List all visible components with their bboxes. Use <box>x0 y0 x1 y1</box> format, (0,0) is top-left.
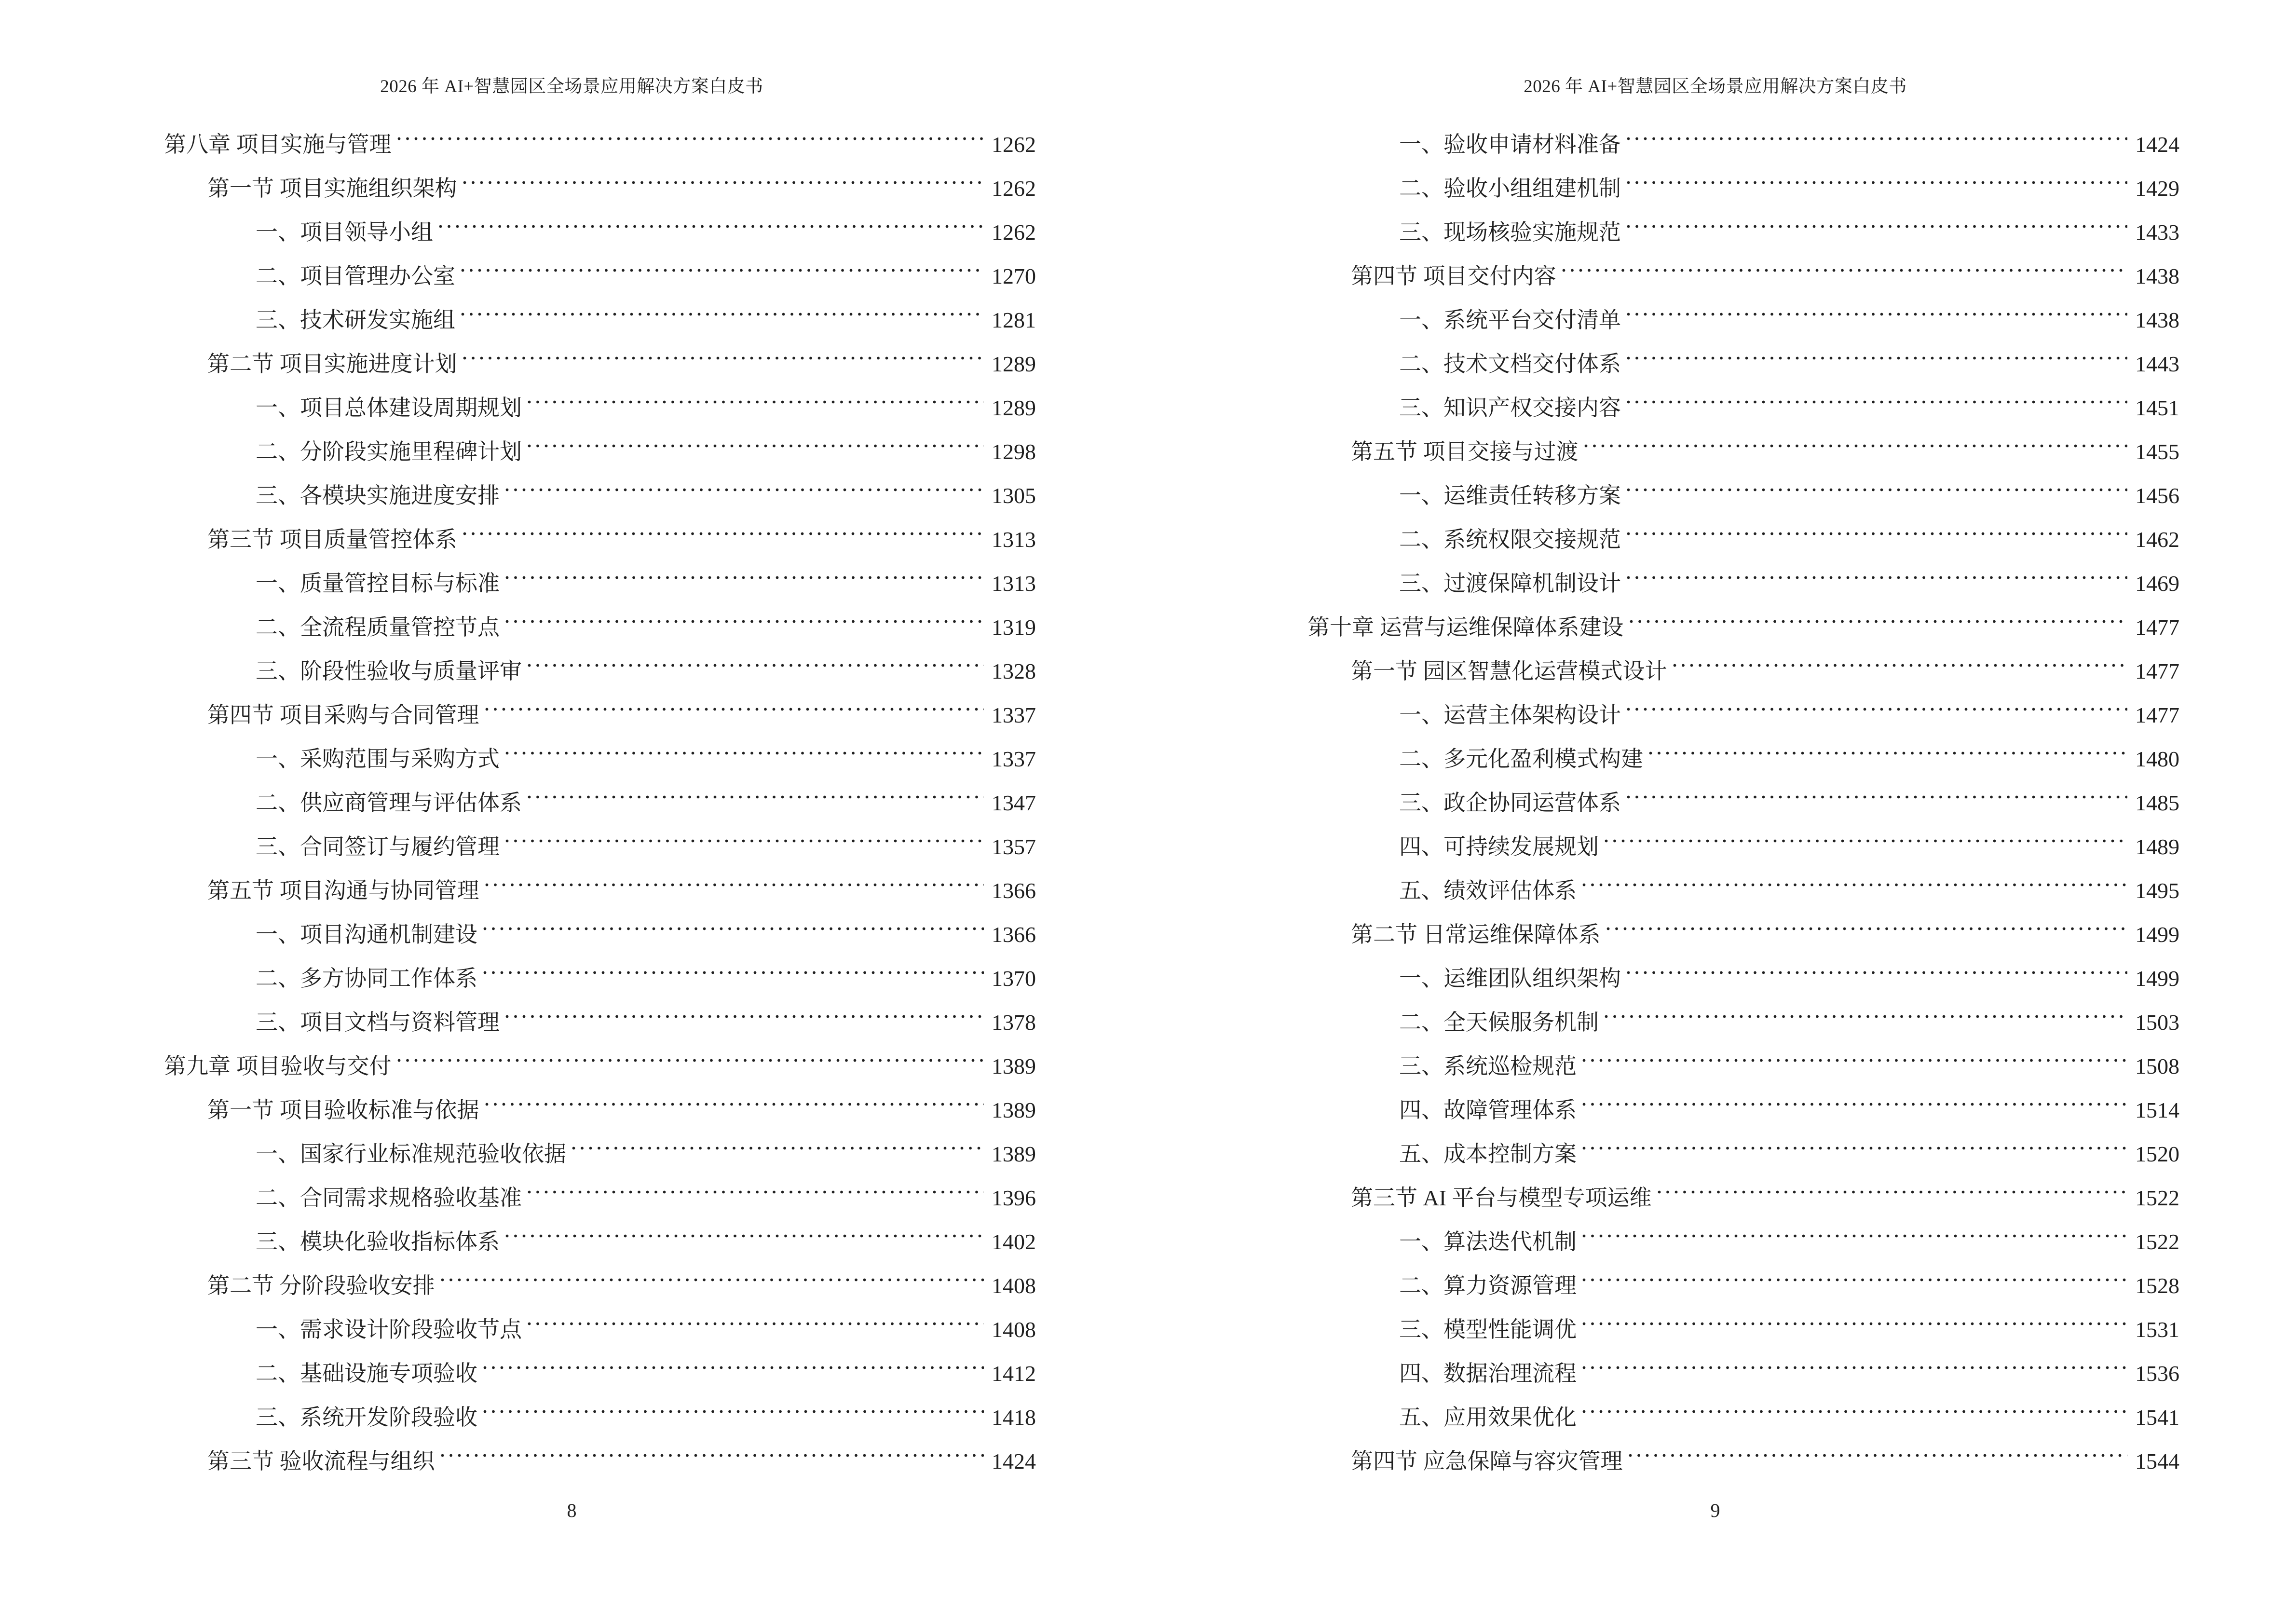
toc-entry[interactable] <box>1144 695 2287 739</box>
toc-entry-label: 第一节 园区智慧化运营模式设计 <box>1351 659 1667 684</box>
toc-entry-page: 1389 <box>992 1054 1036 1079</box>
toc-entry-label: 一、需求设计阶段验收节点 <box>256 1317 522 1342</box>
toc-entry-label: 二、多方协同工作体系 <box>256 966 477 991</box>
toc-entry[interactable] <box>0 124 1144 168</box>
toc-dot-leader <box>1582 1410 2127 1413</box>
toc-entry[interactable] <box>0 1353 1144 1397</box>
page-number-footer: 9 <box>1710 1500 1720 1521</box>
toc-entry-label: 二、合同需求规格验收基准 <box>256 1186 522 1211</box>
toc-entry[interactable] <box>0 1046 1144 1090</box>
toc-list <box>0 124 1144 1485</box>
toc-entry-label: 第三节 AI 平台与模型专项运维 <box>1351 1186 1652 1211</box>
toc-dot-leader <box>528 1322 984 1325</box>
toc-entry-page: 1366 <box>992 878 1036 903</box>
toc-entry[interactable] <box>0 871 1144 914</box>
toc-entry-page: 1389 <box>992 1142 1036 1167</box>
toc-entry-label: 一、系统平台交付清单 <box>1399 308 1621 333</box>
toc-entry-label: 一、国家行业标准规范验收依据 <box>256 1142 566 1167</box>
toc-dot-leader <box>528 1190 984 1194</box>
toc-entry[interactable] <box>1144 1002 2287 1046</box>
toc-entry-page: 1370 <box>992 966 1036 991</box>
toc-dot-leader <box>461 269 984 272</box>
toc-entry-label: 三、模块化验收指标体系 <box>256 1229 500 1255</box>
toc-entry[interactable] <box>1144 739 2287 783</box>
toc-entry-label: 第五节 项目交接与过渡 <box>1351 439 1579 464</box>
toc-dot-leader <box>1627 971 2127 974</box>
toc-dot-leader <box>528 664 984 667</box>
toc-entry[interactable] <box>1144 256 2287 300</box>
toc-entry-label: 五、绩效评估体系 <box>1399 878 1577 903</box>
toc-entry[interactable] <box>0 1397 1144 1441</box>
toc-entry[interactable] <box>0 563 1144 607</box>
toc-entry-page: 1289 <box>992 352 1036 377</box>
toc-entry-label: 三、系统巡检规范 <box>1399 1054 1577 1079</box>
toc-dot-leader <box>485 708 984 711</box>
toc-entry-label: 第一节 项目验收标准与依据 <box>207 1098 479 1123</box>
toc-dot-leader <box>1627 181 2127 184</box>
toc-dot-leader <box>439 225 984 228</box>
toc-entry-page: 1433 <box>2135 220 2179 245</box>
toc-entry-page: 1462 <box>2135 527 2179 552</box>
toc-entry[interactable] <box>1144 212 2287 256</box>
toc-entry-page: 1544 <box>2135 1449 2179 1474</box>
toc-entry-page: 1477 <box>2135 659 2179 684</box>
toc-entry[interactable] <box>1144 607 2287 651</box>
toc-entry[interactable] <box>1144 519 2287 563</box>
toc-dot-leader <box>1582 1366 2127 1369</box>
toc-dot-leader <box>1627 795 2127 799</box>
toc-dot-leader <box>1627 313 2127 316</box>
toc-entry-page: 1337 <box>992 747 1036 772</box>
toc-dot-leader <box>505 488 984 491</box>
toc-dot-leader <box>1582 1103 2127 1106</box>
toc-dot-leader <box>483 1366 984 1369</box>
toc-entry-page: 1495 <box>2135 878 2179 903</box>
toc-entry-page: 1408 <box>992 1273 1036 1298</box>
toc-dot-leader <box>1582 1278 2127 1282</box>
toc-entry-label: 第四节 应急保障与容灾管理 <box>1351 1449 1623 1474</box>
toc-entry-page: 1366 <box>992 922 1036 947</box>
toc-entry[interactable] <box>0 300 1144 344</box>
toc-entry[interactable] <box>0 914 1144 958</box>
toc-entry-page: 1489 <box>2135 834 2179 860</box>
toc-dot-leader <box>485 1103 984 1106</box>
toc-entry-label: 三、现场核验实施规范 <box>1399 220 1621 245</box>
toc-entry-label: 一、项目领导小组 <box>256 220 433 245</box>
toc-entry-label: 一、项目总体建设周期规划 <box>256 396 522 421</box>
toc-entry-label: 三、各模块实施进度安排 <box>256 483 500 508</box>
toc-entry[interactable] <box>0 168 1144 212</box>
toc-dot-leader <box>1605 839 2127 843</box>
toc-entry-label: 四、可持续发展规划 <box>1399 834 1599 860</box>
toc-entry[interactable] <box>0 1178 1144 1222</box>
toc-entry[interactable] <box>1144 1222 2287 1266</box>
toc-dot-leader <box>1627 488 2127 491</box>
toc-dot-leader <box>463 532 984 535</box>
toc-entry-page: 1451 <box>2135 396 2179 421</box>
toc-entry-label: 四、数据治理流程 <box>1399 1361 1577 1386</box>
toc-dot-leader <box>1627 400 2127 404</box>
toc-entry-label: 三、政企协同运营体系 <box>1399 791 1621 816</box>
toc-dot-leader <box>1582 1234 2127 1238</box>
toc-dot-leader <box>505 620 984 623</box>
toc-entry-page: 1485 <box>2135 791 2179 816</box>
toc-entry-page: 1270 <box>992 264 1036 289</box>
toc-entry-label: 第二节 项目实施进度计划 <box>207 352 457 377</box>
toc-entry[interactable] <box>0 607 1144 651</box>
toc-entry[interactable] <box>0 519 1144 563</box>
toc-dot-leader <box>1627 532 2127 535</box>
toc-entry[interactable] <box>1144 300 2287 344</box>
toc-entry-label: 二、供应商管理与评估体系 <box>256 791 522 816</box>
toc-entry-page: 1499 <box>2135 966 2179 991</box>
toc-entry[interactable] <box>1144 914 2287 958</box>
toc-dot-leader <box>1658 1190 2127 1194</box>
toc-entry[interactable] <box>0 1090 1144 1134</box>
toc-entry-page: 1319 <box>992 615 1036 640</box>
toc-entry[interactable] <box>1144 388 2287 432</box>
toc-dot-leader <box>505 839 984 843</box>
toc-entry[interactable] <box>0 958 1144 1002</box>
toc-entry-page: 1514 <box>2135 1098 2179 1123</box>
toc-entry-page: 1508 <box>2135 1054 2179 1079</box>
toc-entry-page: 1337 <box>992 703 1036 728</box>
toc-entry[interactable] <box>0 212 1144 256</box>
toc-entry-page: 1313 <box>992 571 1036 596</box>
toc-entry-page: 1328 <box>992 659 1036 684</box>
toc-entry-page: 1503 <box>2135 1010 2179 1035</box>
toc-entry-page: 1469 <box>2135 571 2179 596</box>
toc-entry-label: 二、技术文档交付体系 <box>1399 352 1621 377</box>
toc-dot-leader <box>1605 1015 2127 1018</box>
toc-entry-page: 1522 <box>2135 1186 2179 1211</box>
toc-entry-label: 一、算法迭代机制 <box>1399 1229 1577 1255</box>
toc-entry[interactable] <box>1144 1090 2287 1134</box>
toc-list <box>1144 124 2287 1485</box>
toc-dot-leader <box>1627 356 2127 360</box>
toc-entry-label: 二、项目管理办公室 <box>256 264 455 289</box>
toc-entry[interactable] <box>0 388 1144 432</box>
toc-entry-page: 1389 <box>992 1098 1036 1123</box>
toc-dot-leader <box>1673 664 2128 667</box>
toc-dot-leader <box>483 971 984 974</box>
toc-entry-page: 1262 <box>992 220 1036 245</box>
toc-entry-page: 1378 <box>992 1010 1036 1035</box>
toc-dot-leader <box>397 137 984 140</box>
toc-dot-leader <box>505 1234 984 1238</box>
toc-entry-page: 1262 <box>992 132 1036 157</box>
running-header: 2026 年 AI+智慧园区全场景应用解决方案白皮书 <box>1524 77 1907 96</box>
toc-entry-label: 四、故障管理体系 <box>1399 1098 1577 1123</box>
toc-entry-page: 1424 <box>992 1449 1036 1474</box>
toc-entry-label: 一、验收申请材料准备 <box>1399 132 1621 157</box>
toc-dot-leader <box>461 313 984 316</box>
toc-entry[interactable] <box>0 1441 1144 1485</box>
toc-entry-page: 1541 <box>2135 1405 2179 1430</box>
toc-entry-label: 第五节 项目沟通与协同管理 <box>207 878 479 903</box>
toc-dot-leader <box>505 576 984 579</box>
toc-entry-label: 三、过渡保障机制设计 <box>1399 571 1621 596</box>
toc-dot-leader <box>1562 269 2128 272</box>
toc-entry[interactable] <box>0 1134 1144 1178</box>
toc-entry[interactable] <box>1144 563 2287 607</box>
running-header: 2026 年 AI+智慧园区全场景应用解决方案白皮书 <box>380 77 763 96</box>
toc-dot-leader <box>505 751 984 755</box>
toc-entry-page: 1477 <box>2135 615 2179 640</box>
toc-entry-page: 1313 <box>992 527 1036 552</box>
toc-entry[interactable] <box>0 827 1144 871</box>
toc-dot-leader <box>572 1146 984 1150</box>
toc-entry-page: 1480 <box>2135 747 2179 772</box>
toc-entry-page: 1357 <box>992 834 1036 860</box>
toc-entry-label: 二、多元化盈利模式构建 <box>1399 747 1643 772</box>
toc-entry-label: 二、基础设施专项验收 <box>256 1361 477 1386</box>
toc-entry-label: 三、系统开发阶段验收 <box>256 1405 477 1430</box>
toc-entry-label: 二、系统权限交接规范 <box>1399 527 1621 552</box>
toc-entry[interactable] <box>0 783 1144 827</box>
toc-dot-leader <box>528 795 984 799</box>
toc-dot-leader <box>483 1410 984 1413</box>
toc-entry-page: 1528 <box>2135 1273 2179 1298</box>
toc-entry-page: 1281 <box>992 308 1036 333</box>
toc-entry-label: 一、采购范围与采购方式 <box>256 747 500 772</box>
toc-dot-leader <box>441 1278 984 1282</box>
toc-entry-label: 二、算力资源管理 <box>1399 1273 1577 1298</box>
toc-dot-leader <box>1627 576 2127 579</box>
toc-entry-label: 二、全天候服务机制 <box>1399 1010 1599 1035</box>
toc-entry[interactable] <box>1144 827 2287 871</box>
toc-entry[interactable] <box>1144 958 2287 1002</box>
toc-entry[interactable] <box>1144 651 2287 695</box>
toc-entry-page: 1305 <box>992 483 1036 508</box>
toc-entry-page: 1456 <box>2135 483 2179 508</box>
toc-dot-leader <box>1627 225 2127 228</box>
toc-dot-leader <box>463 356 984 360</box>
toc-entry-label: 第二节 日常运维保障体系 <box>1351 922 1601 947</box>
toc-entry[interactable] <box>1144 476 2287 519</box>
toc-entry-label: 一、质量管控目标与标准 <box>256 571 500 596</box>
toc-dot-leader <box>1630 620 2128 623</box>
toc-entry-page: 1418 <box>992 1405 1036 1430</box>
toc-entry[interactable] <box>0 256 1144 300</box>
toc-dot-leader <box>528 400 984 404</box>
toc-entry-page: 1536 <box>2135 1361 2179 1386</box>
toc-entry[interactable] <box>1144 871 2287 914</box>
toc-dot-leader <box>1582 1322 2127 1325</box>
toc-dot-leader <box>1627 708 2127 711</box>
toc-entry-page: 1455 <box>2135 439 2179 464</box>
toc-entry-page: 1347 <box>992 791 1036 816</box>
toc-entry-page: 1412 <box>992 1361 1036 1386</box>
toc-entry[interactable] <box>0 695 1144 739</box>
toc-entry[interactable] <box>0 344 1144 388</box>
toc-dot-leader <box>1582 883 2127 887</box>
toc-entry[interactable] <box>0 1222 1144 1266</box>
toc-dot-leader <box>1584 444 2128 448</box>
toc-entry-page: 1289 <box>992 396 1036 421</box>
toc-entry-label: 第四节 项目采购与合同管理 <box>207 703 479 728</box>
toc-dot-leader <box>1649 751 2127 755</box>
toc-entry-label: 五、应用效果优化 <box>1399 1405 1577 1430</box>
toc-entry-label: 一、运维责任转移方案 <box>1399 483 1621 508</box>
toc-entry-page: 1262 <box>992 176 1036 201</box>
toc-dot-leader <box>483 927 984 930</box>
toc-entry-page: 1396 <box>992 1186 1036 1211</box>
toc-entry-label: 第四节 项目交付内容 <box>1351 264 1556 289</box>
toc-dot-leader <box>441 1454 984 1457</box>
toc-entry[interactable] <box>0 1002 1144 1046</box>
toc-entry-label: 第二节 分阶段验收安排 <box>207 1273 435 1298</box>
toc-entry-label: 第三节 验收流程与组织 <box>207 1449 435 1474</box>
toc-entry-page: 1438 <box>2135 264 2179 289</box>
toc-entry-label: 二、全流程质量管控节点 <box>256 615 500 640</box>
toc-entry-label: 二、分阶段实施里程碑计划 <box>256 439 522 464</box>
toc-entry-label: 一、项目沟通机制建设 <box>256 922 477 947</box>
toc-dot-leader <box>505 1015 984 1018</box>
toc-dot-leader <box>528 444 984 448</box>
toc-entry-label: 一、运维团队组织架构 <box>1399 966 1621 991</box>
toc-entry-label: 五、成本控制方案 <box>1399 1142 1577 1167</box>
toc-entry[interactable] <box>1144 124 2287 168</box>
toc-dot-leader <box>1582 1146 2127 1150</box>
toc-entry-page: 1499 <box>2135 922 2179 947</box>
toc-entry-label: 三、项目文档与资料管理 <box>256 1010 500 1035</box>
toc-entry[interactable] <box>1144 1353 2287 1397</box>
toc-entry-page: 1443 <box>2135 352 2179 377</box>
toc-entry-label: 第三节 项目质量管控体系 <box>207 527 457 552</box>
toc-entry-label: 三、合同签订与履约管理 <box>256 834 500 860</box>
toc-entry[interactable] <box>1144 344 2287 388</box>
toc-entry[interactable] <box>1144 1441 2287 1485</box>
toc-dot-leader <box>463 181 984 184</box>
toc-entry[interactable] <box>1144 1397 2287 1441</box>
toc-entry[interactable] <box>1144 432 2287 476</box>
toc-entry-page: 1438 <box>2135 308 2179 333</box>
toc-entry-page: 1424 <box>2135 132 2179 157</box>
toc-dot-leader <box>397 1059 984 1062</box>
toc-entry[interactable] <box>1144 1134 2287 1178</box>
toc-dot-leader <box>1582 1059 2127 1062</box>
toc-entry[interactable] <box>0 651 1144 695</box>
toc-entry-label: 第十章 运营与运维保障体系建设 <box>1307 615 1624 640</box>
toc-entry-page: 1429 <box>2135 176 2179 201</box>
toc-dot-leader <box>485 883 984 887</box>
toc-entry-label: 三、模型性能调优 <box>1399 1317 1577 1342</box>
toc-entry[interactable] <box>1144 783 2287 827</box>
toc-entry[interactable] <box>0 1310 1144 1353</box>
toc-entry[interactable] <box>1144 168 2287 212</box>
toc-entry[interactable] <box>0 432 1144 476</box>
toc-dot-leader <box>1627 137 2127 140</box>
document-page-right <box>1144 0 2287 1624</box>
toc-entry[interactable] <box>0 739 1144 783</box>
toc-dot-leader <box>1629 1454 2128 1457</box>
toc-entry-page: 1402 <box>992 1229 1036 1255</box>
toc-entry-label: 第九章 项目验收与交付 <box>164 1054 392 1079</box>
toc-entry-page: 1298 <box>992 439 1036 464</box>
toc-entry[interactable] <box>0 1266 1144 1310</box>
toc-entry[interactable] <box>1144 1178 2287 1222</box>
toc-entry-page: 1408 <box>992 1317 1036 1342</box>
toc-entry[interactable] <box>1144 1046 2287 1090</box>
toc-entry-label: 三、知识产权交接内容 <box>1399 396 1621 421</box>
toc-entry-page: 1531 <box>2135 1317 2179 1342</box>
toc-entry[interactable] <box>1144 1310 2287 1353</box>
toc-entry-page: 1477 <box>2135 703 2179 728</box>
toc-entry-label: 第一节 项目实施组织架构 <box>207 176 457 201</box>
toc-entry-page: 1520 <box>2135 1142 2179 1167</box>
toc-dot-leader <box>1606 927 2128 930</box>
toc-entry-label: 三、技术研发实施组 <box>256 308 455 333</box>
toc-entry[interactable] <box>1144 1266 2287 1310</box>
toc-entry-label: 三、阶段性验收与质量评审 <box>256 659 522 684</box>
page-number-footer: 8 <box>567 1500 577 1521</box>
toc-entry-label: 第八章 项目实施与管理 <box>164 132 392 157</box>
toc-entry-label: 二、验收小组组建机制 <box>1399 176 1621 201</box>
toc-entry-page: 1522 <box>2135 1229 2179 1255</box>
toc-entry-label: 一、运营主体架构设计 <box>1399 703 1621 728</box>
toc-entry[interactable] <box>0 476 1144 519</box>
